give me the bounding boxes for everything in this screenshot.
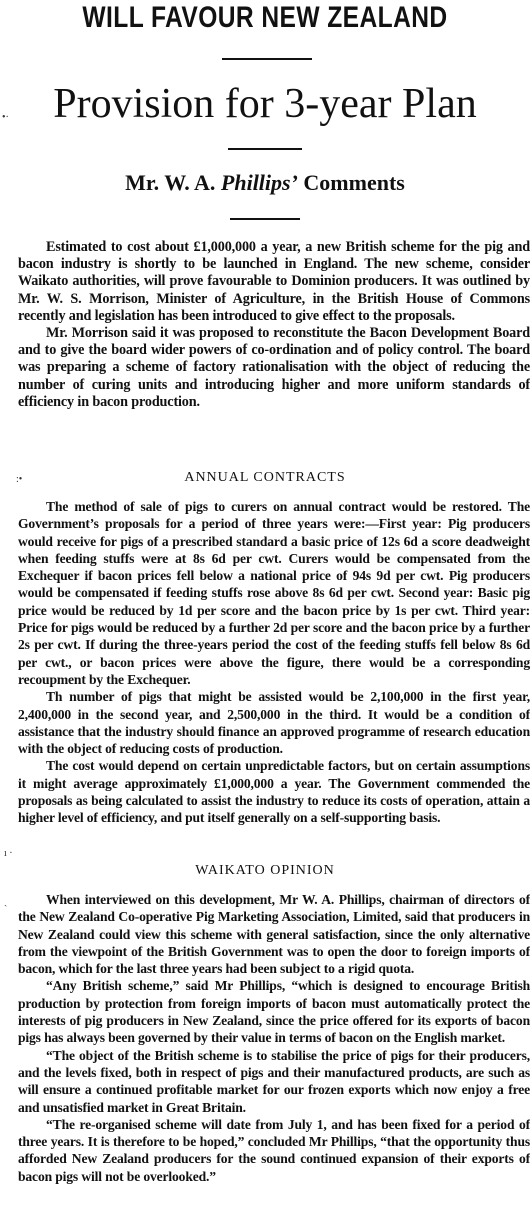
paragraph: Mr. Morrison said it was proposed to reconstitute the Bacon Development Board and to give the board wider powers of co-ordination and of policy control. The board was preparing a scheme of factory rationalisation with the object of reducing the number of curing units and introducing higher and more uniform standards of efficiency in bacon production. bbox=[18, 325, 530, 410]
print-speck: ı · bbox=[4, 848, 13, 859]
paragraph: “The re-organised scheme will date from July 1, and has been fixed for a period of three years. It is therefore to be hoped,” concluded Mr Phillips, “that the opportunity thus afforded New Zealand producers for the sound continued expansion of their exports of bacon pigs will not be overlooked.” bbox=[18, 1116, 530, 1184]
paragraph: “Any British scheme,” said Mr Phillips, “which is designed to encourage British production by protection from foreign imports of bacon must automatically protect the interests of pig producers in New Zealand, since the price offered for its exports of bacon pigs has always been governed by their value in terms of bacon on the English market. bbox=[18, 978, 530, 1046]
divider-rule bbox=[230, 218, 300, 220]
section-heading: ANNUAL CONTRACTS bbox=[184, 470, 346, 485]
subhead-suffix: Comments bbox=[297, 170, 405, 195]
divider-rule bbox=[222, 58, 312, 60]
paragraph: When interviewed on this development, Mr W. A. Phillips, chairman of directors of the New Zealand Co-operative Pig Marketing Association, Limited, said that producers in New Zealand could view this scheme with general satisfaction, since the only alternative from the viewpoint of the British Government was to open the door to foreign imports of bacon, which for the last three years had been subject to a rigid quota. bbox=[18, 892, 530, 977]
paragraph: The cost would depend on certain unpredictable factors, but on certain assumptions it might average approximately £1,000,000 a year. The Government commended the proposals as being calculated to assist the industry to reduce its costs of operation, attain a higher level of efficiency, and put itself generally on a self-supporting basis. bbox=[18, 758, 530, 826]
paragraph: “The object of the British scheme is to stabilise the price of pigs for their producers, and the levels fixed, both in respect of pigs and their manufactured products, are such as will ensure a continued profitable market for our frozen exports which now enjoy a free and unsatisfied market in Great Britain. bbox=[18, 1047, 530, 1115]
paragraph: Th number of pigs that might be assisted would be 2,100,000 in the first year, 2,400,000 in the second year, and 2,500,000 in the third. It would be a condition of assistance that the industry should finance an approved programme of research education with the object of reducing costs of production. bbox=[18, 689, 530, 757]
section-heading: WAIKATO OPINION bbox=[195, 863, 335, 878]
print-speck: :• bbox=[16, 474, 23, 485]
print-speck: ˏ bbox=[4, 896, 8, 907]
headline: WILL FAVOUR NEW ZEALAND bbox=[82, 1, 448, 34]
intro-text bbox=[18, 239, 530, 411]
paragraph: The method of sale of pigs to curers on annual contract would be restored. The Government’s proposals for a period of three years were:—First year: Pig producers would receive for pigs of a prescribed standard a basic price of 12s 6d a score deadweight when feeding stuffs were at 8s 6d per cwt. Curers would be compensated from the Exchequer if bacon prices fell below a national price of 94s 9d per cwt. Pig producers would be compensated if feeding stuffs rose above 8s 6d per cwt. Second year: Basic pig price would be reduced by 1d per score and the bacon price by 1s per cwt. Third year: Price for pigs would be reduced by a further 2d per score and the bacon price by a further 2s per cwt. If during the three-years period the cost of the feeding stuffs fell below 8s 6d per cwt., or bacon prices were above the figure, there would be a corresponding recoupment by the Exchequer. bbox=[18, 499, 530, 687]
paragraph: Estimated to cost about £1,000,000 a year, a new British scheme for the pig and bacon industry is shortly to be launched in England. The new scheme, consider Waikato authorities, will prove favourable to Dominion producers. It was outlined by Mr. W. S. Morrison, Minister of Agriculture, in the British House of Commons recently and legislation has been introduced to give effect to the proposals. bbox=[18, 239, 530, 324]
section-waikato-opinion-text bbox=[18, 891, 530, 1185]
divider-rule bbox=[228, 148, 302, 150]
section-annual-contracts-text bbox=[18, 498, 530, 827]
print-speck: •· bbox=[2, 112, 9, 123]
subheadline bbox=[0, 168, 530, 198]
deck-headline: Provision for 3-year Plan bbox=[53, 81, 477, 127]
subhead-name: Phillips’ bbox=[220, 170, 298, 195]
subhead-prefix: Mr. W. A. bbox=[125, 170, 221, 195]
